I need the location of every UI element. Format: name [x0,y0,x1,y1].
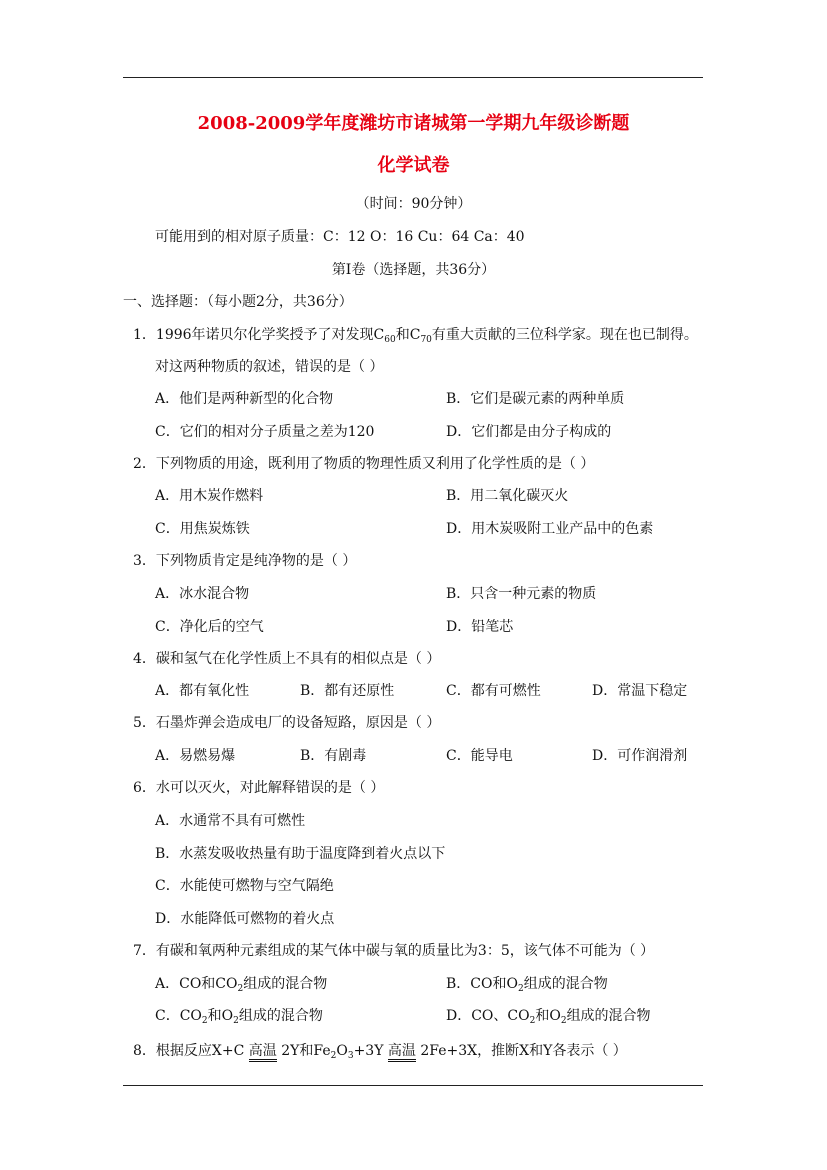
q7b-text: 组成的混合物 [523,976,608,992]
q1-option-d: D．它们都是由分子构成的 [446,424,612,440]
q1-text-part: 和C [395,327,421,343]
question-5-stem: 5．石墨炸弹会造成电厂的设备短路，原因是（ ） [133,715,441,731]
q2-option-a: A．用木炭作燃料 [155,488,264,504]
q4-option-a: A．都有氧化性 [155,683,250,699]
q7c-text: C．CO [155,1008,202,1024]
q7d-text: 和O [535,1008,561,1024]
question-number: 1． [133,327,156,343]
q7-option-b [446,975,608,993]
q2-option-c: C．用焦炭炼铁 [155,521,250,537]
q4-option-b: B．都有还原性 [300,683,395,699]
section-heading: 一、选择题：（每小题2分，共36分） [123,294,353,310]
question-8-stem [133,1042,627,1060]
q7d-subscript: 2 [560,1016,567,1026]
bottom-rule [123,1085,703,1086]
q7-option-a [155,975,327,993]
q4-option-d: D．常温下稳定 [592,683,688,699]
q7c-subscript: 2 [201,1016,208,1026]
q7b-text: B．CO和O [446,976,518,992]
q8-subscript: 2 [330,1051,337,1061]
question-2-stem: 2．下列物质的用途，既利用了物质的物理性质又利用了化学性质的是（ ） [133,456,595,472]
q5-option-c: C．能导电 [446,748,513,764]
q7c-text: 和O [207,1008,234,1024]
q2-option-d: D．用木炭吸附工业产品中的色素 [446,521,654,537]
q5-option-a: A．易燃易爆 [155,748,236,764]
q7a-subscript: 2 [237,984,244,994]
q4-option-c: C．都有可燃性 [446,683,541,699]
q6-option-a: A．水通常不具有可燃性 [155,813,306,829]
q3-option-c: C．净化后的空气 [155,619,264,635]
q2-option-b: B．用二氧化碳灭火 [446,488,569,504]
q1-subscript: 70 [420,335,432,345]
q7b-subscript: 2 [517,984,524,994]
q8-text: 8．根据反应X+C [133,1043,249,1059]
question-6-stem: 6．水可以灭火，对此解释错误的是（ ） [133,780,385,796]
q1-text-part: 1996年诺贝尔化学奖授予了对发现C [155,327,385,343]
reaction-condition-1: 高温 [249,1043,277,1062]
q7a-text: A．CO和CO [155,976,238,992]
q7a-text: 组成的混合物 [243,976,328,992]
q1-option-b: B．它们是碳元素的两种单质 [446,391,625,407]
q8-text: 2Y和Fe [276,1043,331,1059]
q3-option-a: A．冰水混合物 [155,586,250,602]
q7-option-d [446,1007,651,1025]
q7d-text: D．CO、CO [446,1008,530,1024]
q8-text: 2Fe+3X，推断X和Y各表示（ ） [415,1043,627,1059]
reaction-condition-2: 高温 [388,1043,416,1062]
page-title: 2008-2009学年度潍坊市诸城第一学期九年级诊断题 [197,113,630,134]
q7-option-c [155,1007,323,1025]
q6-option-d: D．水能降低可燃物的着火点 [155,911,335,927]
q6-option-c: C．水能使可燃物与空气隔绝 [155,878,334,894]
q8-text: +3Y [353,1043,388,1059]
q3-option-d: D．铅笔芯 [446,619,514,635]
q8-text: O [336,1043,348,1059]
q7c-text: 组成的混合物 [238,1008,323,1024]
question-7-stem: 7．有碳和氧两种元素组成的某气体中碳与氧的质量比为3：5，该气体不可能为（ ） [133,943,655,959]
top-rule [123,77,703,78]
q7d-text: 组成的混合物 [566,1008,651,1024]
q1-subscript: 60 [384,335,396,345]
question-4-stem: 4．碳和氢气在化学性质上不具有的相似点是（ ） [133,651,441,667]
volume-heading: 第Ⅰ卷（选择题，共36分） [331,262,496,278]
question-1-stem-line2: 对这两种物质的叙述，错误的是（ ） [155,359,384,375]
atomic-masses: 可能用到的相对原子质量：C：12 O：16 Cu：64 Ca：40 [155,229,525,245]
q5-option-d: D．可作润滑剂 [592,748,688,764]
q7d-subscript: 2 [529,1016,536,1026]
exam-time: （时间：90分钟） [355,196,472,212]
q7c-subscript: 2 [233,1016,239,1026]
q1-option-a: A．他们是两种新型的化合物 [155,391,334,407]
q3-option-b: B．只含一种元素的物质 [446,586,597,602]
q1-option-c: C．它们的相对分子质量之差为120 [155,424,375,440]
question-1-stem [133,326,698,344]
q1-text-part: 有重大贡献的三位科学家。现在也已制得。 [431,327,698,343]
q6-option-b: B．水蒸发吸收热量有助于温度降到着火点以下 [155,846,446,862]
q8-subscript: 3 [347,1051,354,1061]
page-subtitle: 化学试卷 [377,155,450,176]
q5-option-b: B．有剧毒 [300,748,367,764]
question-3-stem: 3．下列物质肯定是纯净物的是（ ） [133,553,357,569]
